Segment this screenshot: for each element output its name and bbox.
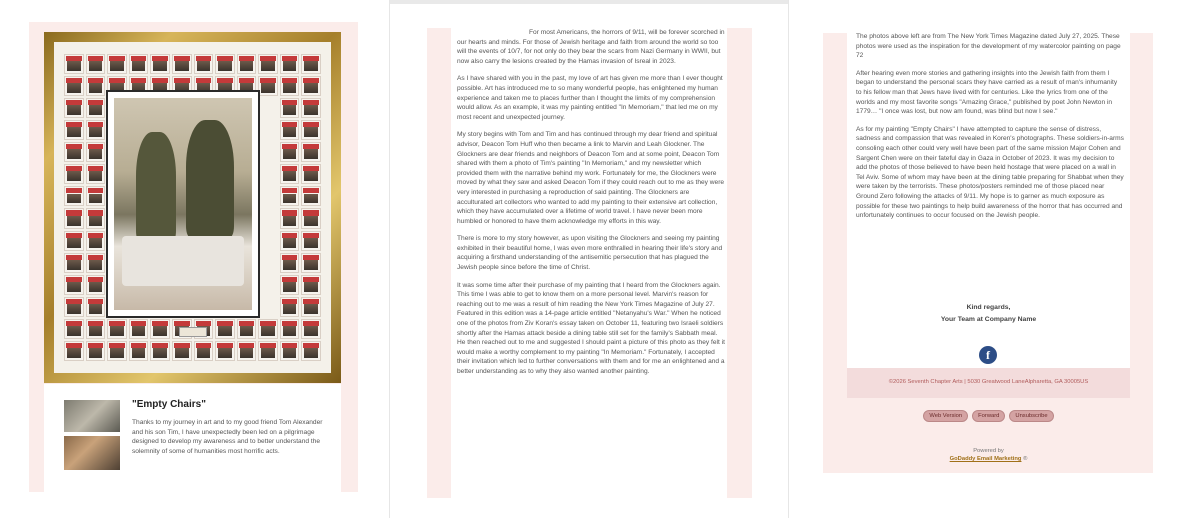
facebook-icon[interactable]: f bbox=[979, 346, 997, 364]
footer-buttons bbox=[847, 410, 1130, 422]
signoff bbox=[847, 302, 1130, 325]
hostage-poster bbox=[280, 297, 300, 317]
hostage-poster bbox=[64, 275, 84, 295]
story-paragraph: As I have shared with you in the past, my love of art has given me more than I ever thought possible. Art has introduced me to so many wonderful people, has enlightened my human experience and taken me to places further than I thought the limits of my comprehension would allow. As an example, it was my painting entitled "In Memoriam," that led me on my most recent and unexpected journey. bbox=[457, 75, 723, 121]
hostage-poster bbox=[258, 319, 278, 339]
hostage-poster bbox=[237, 341, 257, 361]
story-paragraph: The photos above left are from The New York Times Magazine dated July 27, 2025. These photos were used as the inspiration for the development of my watercolor painting on page 72 bbox=[856, 33, 1121, 60]
hostage-poster bbox=[64, 297, 84, 317]
painting-mat bbox=[54, 42, 331, 373]
regards-line: Kind regards, bbox=[966, 304, 1011, 311]
hostage-poster bbox=[194, 341, 214, 361]
hostage-poster bbox=[301, 120, 321, 140]
hostage-poster bbox=[215, 341, 235, 361]
story-paragraph: There is more to my story however, as upon visiting the Glockners and seeing my painting exhibited in their beautiful home, I was even more enthralled in hearing their life's story and acquiring a firsthand understanding of the antisemitic persecution that has plagued the Jewish people since before the time of Christ. bbox=[457, 235, 723, 272]
hostage-poster bbox=[280, 120, 300, 140]
hostage-poster bbox=[258, 54, 278, 74]
hostage-poster bbox=[301, 275, 321, 295]
story-paragraph: My story begins with Tom and Tim and has continued through my dear friend and spiritual advisor, Deacon Tom Huff who then became a link to Marvin and Leah Glockner. The Glockners are dear friends and neighbors of Deacon Tom and at some point, Deacon Tom shared with them a photo of Tim's painting "In Memoriam," and my newsletter which provided them with the narrative behind my work. Fortunately for me, the Glockners were moved by what they saw and asked Deacon Tom if they could reach out to me as they were very interested in purchasing a reproduction of said painting. The Glockners are acculturated art collectors who wanted to add my painting to their extensive art collection, which they have accumulated over a lifetime of world travel. I have never been more humbled or honored to have them acknowledge my efforts in this way. bbox=[457, 131, 725, 225]
hostage-poster bbox=[150, 54, 170, 74]
hostage-poster bbox=[86, 297, 106, 317]
article-thumbnail[interactable] bbox=[64, 436, 120, 470]
registered-mark: ® bbox=[1021, 456, 1028, 462]
hostage-poster bbox=[301, 341, 321, 361]
hostage-poster bbox=[86, 253, 106, 273]
hostage-poster bbox=[280, 142, 300, 162]
hostage-poster bbox=[172, 341, 192, 361]
hostage-poster bbox=[280, 54, 300, 74]
hostage-poster bbox=[301, 142, 321, 162]
powered-by bbox=[847, 447, 1130, 463]
hostage-poster bbox=[301, 319, 321, 339]
hostage-poster bbox=[301, 253, 321, 273]
hostage-poster bbox=[86, 54, 106, 74]
hostage-poster bbox=[64, 76, 84, 96]
hostage-poster bbox=[150, 319, 170, 339]
story-body bbox=[856, 32, 1124, 229]
forward-button[interactable]: Forward bbox=[972, 410, 1005, 422]
hostage-poster bbox=[150, 341, 170, 361]
hostage-poster bbox=[86, 341, 106, 361]
newsletter-page-2 bbox=[390, 0, 788, 518]
hostage-poster bbox=[129, 54, 149, 74]
hostage-poster bbox=[64, 253, 84, 273]
hostage-poster bbox=[86, 275, 106, 295]
story-paragraph: For most Americans, the horrors of 9/11, will be forever scorched in our hearts and minds. For those of Jewish heritage and faith from around the world so too will the events of 10/7, for not only do they bear the scars from Nazi Germany in WWII, but now also carry the lesions created by the Hamas invasion of Isreal in 2023. bbox=[457, 29, 725, 65]
hostage-poster bbox=[280, 76, 300, 96]
hostage-poster bbox=[64, 186, 84, 206]
hostage-poster bbox=[301, 98, 321, 118]
hostage-poster bbox=[280, 98, 300, 118]
story-paragraph: After hearing even more stories and gathering insights into the Jewish faith from them I began to understand the personal scars they have carried as a result of man's inhumanity to his fellow man that Jews have lived with for centuries. Like the lyrics from one of the worlds and my most favorite songs "Amazing Grace," published by poet John Newton in 1779… "I once was lost, but now am found, was blind but now I see." bbox=[856, 69, 1118, 116]
hostage-poster bbox=[280, 341, 300, 361]
hostage-poster bbox=[86, 208, 106, 228]
hostage-poster bbox=[86, 98, 106, 118]
hostage-poster bbox=[107, 319, 127, 339]
story-paragraph: As for my painting "Empty Chairs" I have attempted to capture the sense of distress, sadness and compassion that was revealed in Koren's photographs. These soldiers-in-arms consoling each other could very well have been part of the same mission Major Cohen and Sargent Chen were on their fateful day in Gaza in October of 2023. It was my decision to add the photos of those believed to have been held hostage that were placed on a wall in Tel Aviv. Some of whom may have been at the dining table preparing for Shabbat when they were taken by the terrorists. These photos/posters reminded me of those placed near Ground Zero following the attacks of 9/11. My hope is to garner as much exposure as possible for these two paintings to help build awareness of the horror that has occurred and unfortunately continues to occur focused on the Jewish people. bbox=[856, 125, 1124, 220]
hostage-poster bbox=[64, 164, 84, 184]
page-top-edge bbox=[390, 0, 788, 4]
painting-plaque bbox=[179, 327, 207, 337]
hostage-poster bbox=[64, 341, 84, 361]
newsletter-page-3 bbox=[789, 0, 1187, 518]
hostage-poster bbox=[64, 231, 84, 251]
article-title: "Empty Chairs" bbox=[132, 399, 206, 410]
story-body bbox=[457, 28, 725, 385]
hostage-poster bbox=[86, 120, 106, 140]
story-paragraph: It was some time after their purchase of my painting that I heard from the Glockners again. This time I was able to get to know them on a more personal level. Marvin's reason for reaching out to me was a result of him reading the New York Times Magazine of July 27. Featured in this edition was a 14-page article entitled "Netanyahu's War." When he noticed one of the photos from Ziv Koran's essay taken on October 11, featuring two Israeli soldiers shortly after the Hamas attack beside a dining table still set for the family's Sabbath meal. He then reached out to me and suggested I should paint a picture of this photo as they felt it would make a worthy complement to my painting "In Memoriam." Fortunately, I accepted their invitation which led to further conversations with them and for me an enlightened and a better understanding as to why they also wanted another painting. bbox=[457, 281, 725, 375]
hostage-poster bbox=[194, 54, 214, 74]
article-thumbnail[interactable] bbox=[64, 400, 120, 432]
soldier-figure bbox=[186, 120, 234, 238]
hostage-poster bbox=[129, 319, 149, 339]
hostage-poster bbox=[237, 319, 257, 339]
article-teaser bbox=[44, 384, 341, 492]
article-snippet: Thanks to my journey in art and to my good friend Tom Alexander and his son Tim, I have unexpectedly been led on a pilgrimage designed to develop my awareness and to better understand the solemnity of some of humanities most horrific acts. bbox=[132, 419, 323, 455]
hostage-poster bbox=[301, 54, 321, 74]
hostage-poster bbox=[107, 54, 127, 74]
newsletter-page-1 bbox=[0, 0, 389, 518]
framed-painting-photo bbox=[44, 32, 341, 383]
web-version-button[interactable]: Web Version bbox=[923, 410, 968, 422]
hostage-poster bbox=[301, 164, 321, 184]
hostage-poster bbox=[64, 98, 84, 118]
hostage-poster bbox=[280, 208, 300, 228]
hostage-poster bbox=[86, 164, 106, 184]
hostage-poster bbox=[129, 341, 149, 361]
hostage-poster bbox=[86, 231, 106, 251]
footer-address: ©2026 Seventh Chapter Arts | 5030 Greatwood LaneAlpharetta, GA 30005US bbox=[888, 379, 1089, 385]
hostage-poster bbox=[64, 208, 84, 228]
hostage-poster bbox=[64, 319, 84, 339]
hostage-poster bbox=[64, 120, 84, 140]
table-cloth bbox=[122, 236, 244, 286]
soldier-figure bbox=[136, 132, 176, 242]
godaddy-link[interactable]: GoDaddy Email Marketing bbox=[949, 456, 1022, 462]
hostage-poster bbox=[280, 186, 300, 206]
hostage-poster bbox=[280, 275, 300, 295]
hostage-poster bbox=[258, 341, 278, 361]
hostage-poster bbox=[280, 231, 300, 251]
hostage-poster bbox=[237, 54, 257, 74]
hostage-poster bbox=[64, 142, 84, 162]
center-painting bbox=[106, 90, 260, 318]
hostage-poster bbox=[301, 231, 321, 251]
hostage-poster bbox=[172, 54, 192, 74]
hostage-poster bbox=[301, 186, 321, 206]
team-signature: Your Team at Company Name bbox=[940, 315, 1037, 323]
hostage-poster bbox=[86, 319, 106, 339]
hostage-poster bbox=[280, 164, 300, 184]
hostage-poster bbox=[86, 186, 106, 206]
powered-by-label: Powered by bbox=[973, 448, 1004, 454]
hostage-poster bbox=[301, 76, 321, 96]
hostage-poster bbox=[301, 208, 321, 228]
unsubscribe-button[interactable]: Unsubscribe bbox=[1009, 410, 1053, 422]
hostage-poster bbox=[280, 319, 300, 339]
hostage-poster bbox=[215, 54, 235, 74]
hostage-poster bbox=[86, 76, 106, 96]
hostage-poster bbox=[301, 297, 321, 317]
hostage-poster bbox=[215, 319, 235, 339]
hostage-poster bbox=[280, 253, 300, 273]
hostage-poster bbox=[258, 76, 278, 96]
hostage-poster bbox=[86, 142, 106, 162]
hostage-poster bbox=[64, 54, 84, 74]
hostage-poster bbox=[107, 341, 127, 361]
